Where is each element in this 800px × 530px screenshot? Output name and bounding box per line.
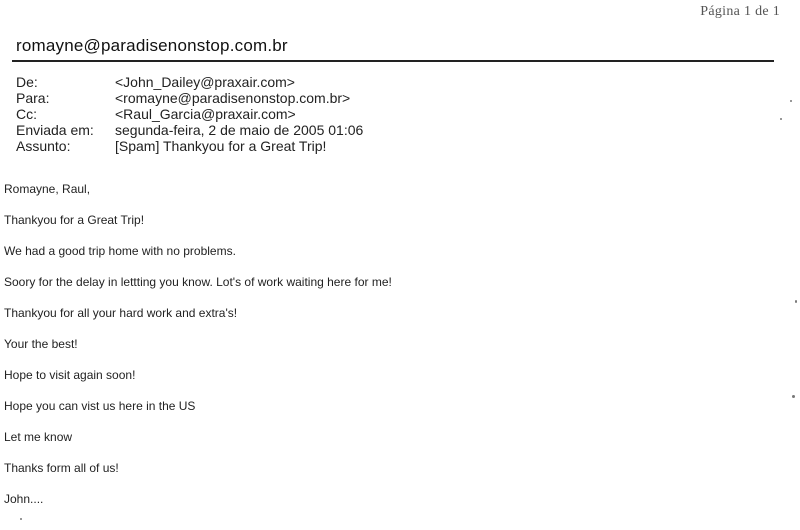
body-line: Hope you can vist us here in the US bbox=[4, 399, 196, 413]
header-subject bbox=[16, 138, 363, 154]
recipient-address: <romayne@paradisenonstop.com.br> bbox=[115, 90, 351, 106]
body-line: Thankyou for all your hard work and extra's! bbox=[4, 306, 238, 320]
mailbox-address: romayne@paradisenonstop.com.br bbox=[16, 36, 288, 55]
body-line: Thankyou for a Great Trip! bbox=[4, 213, 145, 227]
page-number: Página 1 de 1 bbox=[700, 4, 780, 19]
title-divider bbox=[12, 60, 774, 62]
scan-speck bbox=[20, 518, 22, 520]
header-label: Assunto: bbox=[16, 138, 71, 154]
cc-address: <Raul_Garcia@praxair.com> bbox=[115, 106, 296, 122]
header-label: Para: bbox=[16, 90, 50, 106]
body-line: Soory for the delay in lettting you know. Lot's of work waiting here for me! bbox=[4, 275, 392, 289]
body-line: Hope to visit again soon! bbox=[4, 368, 136, 382]
scan-speck bbox=[792, 395, 795, 398]
header-sent bbox=[16, 122, 363, 138]
header-label: De: bbox=[16, 74, 38, 90]
body-line: Your the best! bbox=[4, 337, 78, 351]
scan-speck bbox=[780, 118, 782, 120]
sent-date: segunda-feira, 2 de maio de 2005 01:06 bbox=[115, 122, 364, 138]
body-line: Thanks form all of us! bbox=[4, 461, 119, 475]
body-line: We had a good trip home with no problems. bbox=[4, 244, 236, 258]
header-from bbox=[16, 74, 363, 90]
scan-speck bbox=[795, 300, 797, 303]
header-cc bbox=[16, 106, 363, 122]
email-body bbox=[4, 182, 392, 523]
subject-text: [Spam] Thankyou for a Great Trip! bbox=[115, 138, 327, 154]
header-label: Enviada em: bbox=[16, 122, 94, 138]
body-line: Let me know bbox=[4, 430, 73, 444]
body-line: Romayne, Raul, bbox=[4, 182, 91, 196]
email-headers bbox=[16, 74, 363, 154]
sender-address: <John_Dailey@praxair.com> bbox=[115, 74, 295, 90]
header-label: Cc: bbox=[16, 106, 37, 122]
body-line: John.... bbox=[4, 492, 44, 506]
scan-speck bbox=[790, 100, 792, 102]
header-to bbox=[16, 90, 363, 106]
